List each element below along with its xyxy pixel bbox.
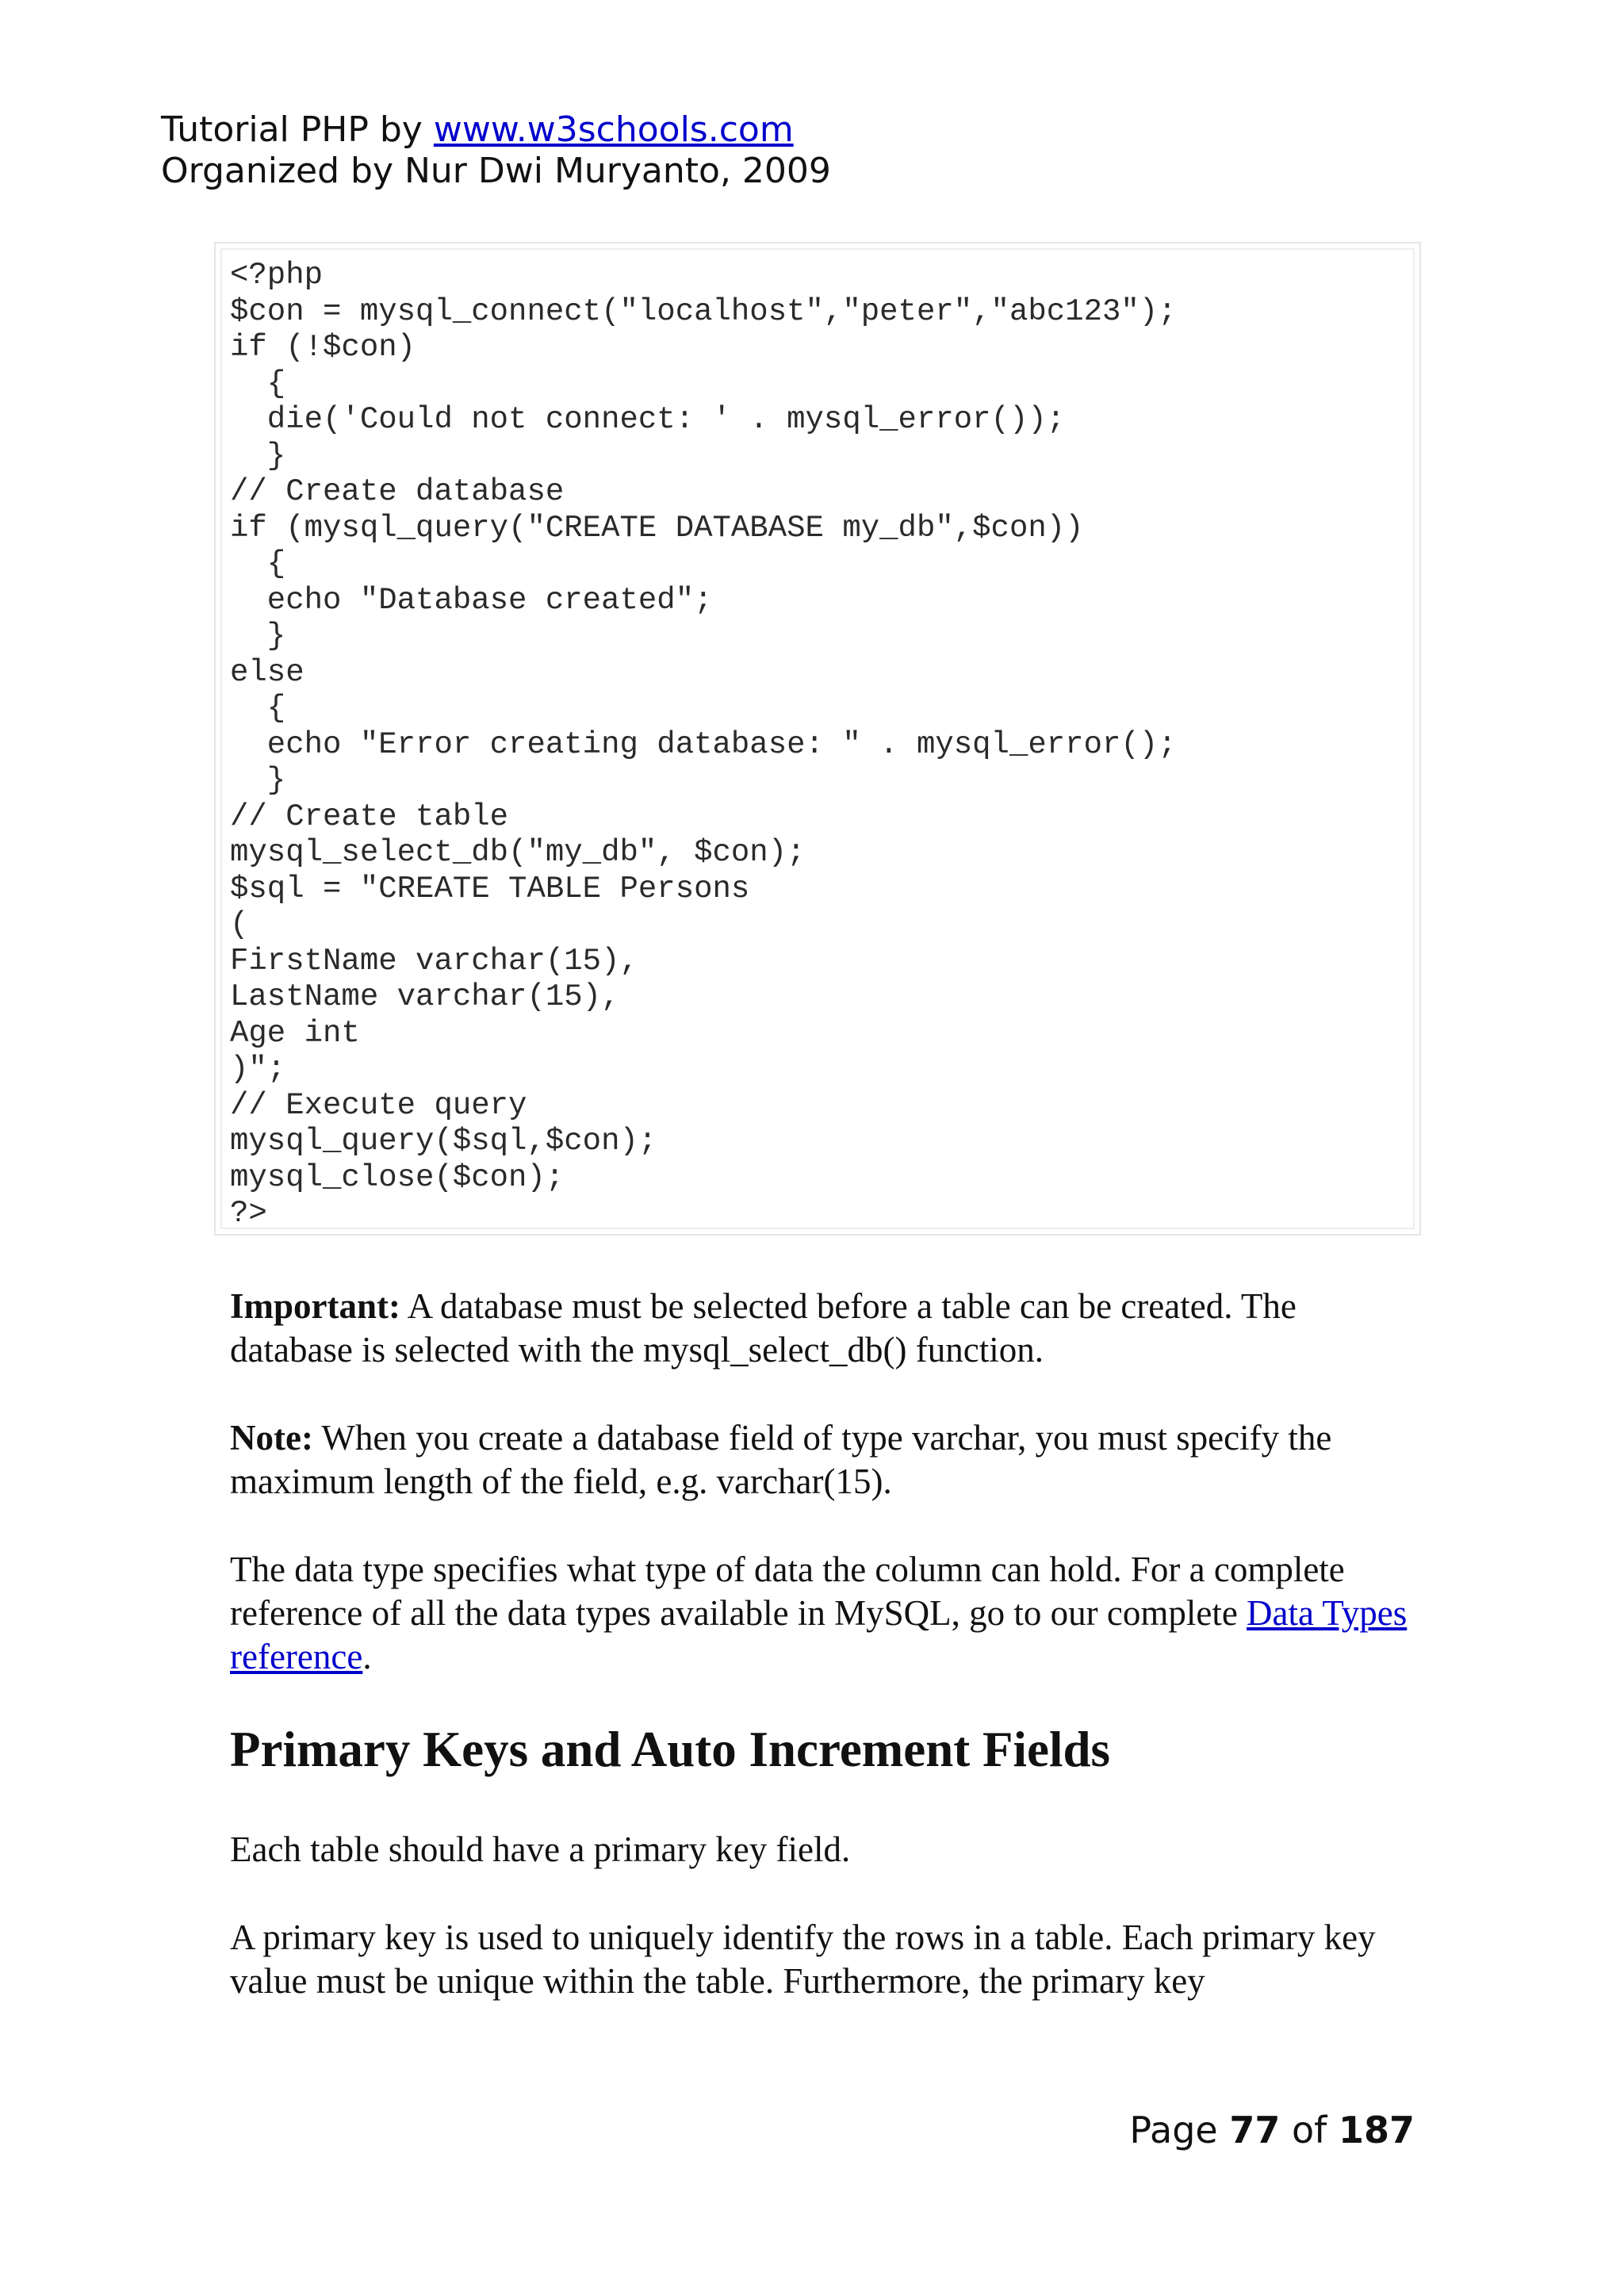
code-block bbox=[214, 242, 1421, 1236]
of-label: of bbox=[1280, 2109, 1339, 2151]
primary-key-intro: Each table should have a primary key field. bbox=[230, 1829, 851, 1869]
important-paragraph bbox=[230, 1285, 1427, 1372]
datatype-end: . bbox=[362, 1637, 372, 1676]
header-prefix: Tutorial PHP by bbox=[161, 109, 434, 150]
page-header bbox=[161, 109, 831, 192]
page-label: Page bbox=[1129, 2109, 1230, 2151]
important-text: A database must be selected before a table can be created. The database is selected with the mysql_select_db() function. bbox=[230, 1286, 1297, 1370]
note-text: When you create a database field of type varchar, you must specify the maximum length of the field, e.g. varchar(15). bbox=[230, 1418, 1332, 1501]
note-label: Note: bbox=[230, 1418, 313, 1458]
data-types-reference-link[interactable]: Data Types reference bbox=[230, 1593, 1408, 1676]
header-line-2: Organized by Nur Dwi Muryanto, 2009 bbox=[161, 151, 831, 191]
important-label: Important: bbox=[230, 1286, 400, 1326]
datatype-text: The data type specifies what type of data the column can hold. For a complete reference of all the data types available in MySQL, go to our complete bbox=[230, 1550, 1345, 1633]
page-number: 77 bbox=[1229, 2109, 1281, 2151]
note-paragraph bbox=[230, 1416, 1427, 1504]
code-block-inner bbox=[220, 248, 1415, 1229]
php-code: <?php $con = mysql_connect("localhost","peter","abc123"); if (!$con) { die('Could not connect: ' . mysql_error()); } // Create database if (mysql_query("CREATE DATABASE my_db",$con)) { echo "Database created"; } else { echo "Error creating database: " . mysql_error(); } // Create table mysql_select_db("my_db", $con); $sql = "CREATE TABLE Persons ( FirstName varchar(15), LastName varchar(15), Age int )"; // Execute query mysql_query($sql,$con); mysql_close($con); ?> bbox=[230, 258, 1177, 1231]
page-footer bbox=[1129, 2108, 1415, 2152]
section-heading: Primary Keys and Auto Increment Fields bbox=[230, 1722, 1111, 1777]
total-pages: 187 bbox=[1338, 2109, 1415, 2151]
w3schools-link[interactable]: www.w3schools.com bbox=[433, 109, 794, 150]
primary-key-description: A primary key is used to uniquely identify the rows in a table. Each primary key value must be unique within the table. Furthermore, the primary key bbox=[230, 1918, 1376, 2001]
datatype-paragraph bbox=[230, 1548, 1427, 1679]
header-line-1 bbox=[161, 109, 831, 151]
